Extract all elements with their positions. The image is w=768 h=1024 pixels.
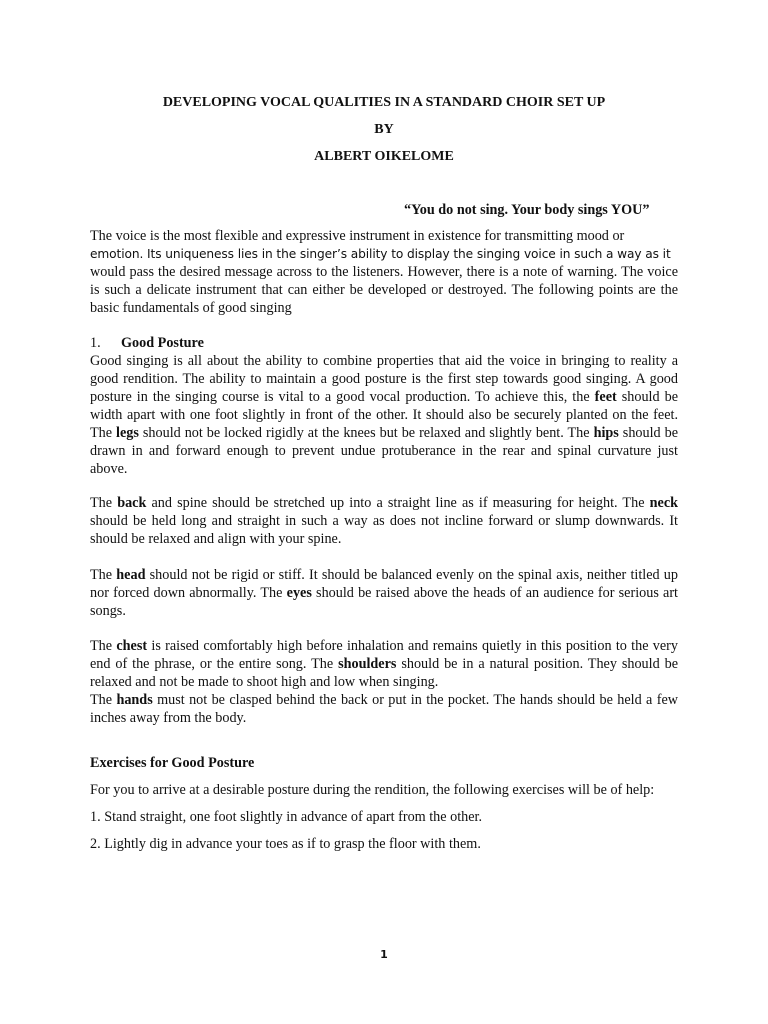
text-run: should be width apart with one foot slightly in front of the other. It should also be securely planted on the feet. The [90, 389, 678, 441]
text-run: is raised comfortably high before inhalation and remains quietly in this position to the very end of the phrase, or the entire song. The [90, 638, 679, 672]
exercises-heading: Exercises for Good Posture [90, 755, 255, 771]
posture-paragraph-5 [90, 691, 678, 727]
document-title: DEVELOPING VOCAL QUALITIES IN A STANDARD CHOIR SET UP [162, 95, 606, 110]
exercise-item: 1. Stand straight, one foot slightly in advance of apart from the other. [90, 809, 483, 825]
exercise-item: 2. Lightly dig in advance your toes as if to grasp the floor with them. [90, 836, 481, 852]
intro-line-2: emotion. Its uniqueness lies in the singer’s ability to display the singing voice in such a way as it [90, 247, 671, 261]
page-number: 1 [380, 948, 388, 961]
keyword-legs: legs [116, 425, 139, 441]
keyword-shoulders: shoulders [338, 656, 397, 672]
text-run: and spine should be stretched up into a straight line as if measuring for height. The [146, 495, 650, 511]
keyword-feet: feet [594, 389, 617, 405]
text-run: The [90, 692, 117, 708]
posture-paragraph-3 [90, 566, 678, 620]
keyword-neck: neck [649, 495, 678, 511]
text-run: should be held long and straight in such a way as does not incline forward or slump downwards. It should be relaxed and align with your spine. [90, 513, 678, 547]
text-run: must not be clasped behind the back or put in the pocket. The hands should be held a few inches away from the body. [90, 692, 678, 726]
text-run: The [90, 638, 117, 654]
section-heading-good-posture [90, 334, 204, 352]
intro-paragraph [90, 227, 678, 317]
intro-line-3: would pass the desired message across to the listeners. However, there is a note of warning. The voice is such a delicate instrument that can either be developed or destroyed. The following points are the basic fundamentals of good singing [90, 264, 678, 316]
section-heading-text: Good Posture [121, 335, 204, 351]
keyword-chest: chest [116, 638, 148, 654]
section-number: 1. [90, 335, 101, 351]
intro-line-1: The voice is the most flexible and expressive instrument in existence for transmitting mood or [90, 228, 625, 244]
exercises-intro: For you to arrive at a desirable posture during the rendition, the following exercises will be of help: [90, 782, 655, 798]
keyword-hands: hands [116, 692, 153, 708]
posture-paragraph-4 [90, 637, 678, 691]
epigraph-quote: “You do not sing. Your body sings YOU” [404, 202, 650, 218]
text-run: should be raised above the heads of an audience for serious art songs. [90, 585, 679, 619]
text-run: The [90, 567, 117, 583]
text-run: should be in a natural position. They should be relaxed and not be made to shoot high and low when singing. [90, 656, 678, 690]
text-run: The [90, 495, 118, 511]
keyword-eyes: eyes [286, 585, 312, 601]
text-run: should be drawn in and forward enough to prevent undue protuberance in the rear and spinal curvature just above. [90, 425, 679, 477]
title-by: BY [374, 122, 394, 137]
keyword-hips: hips [593, 425, 619, 441]
posture-paragraph-1 [90, 352, 678, 478]
posture-paragraph-2 [90, 494, 678, 548]
text-run: should not be locked rigidly at the knees but be relaxed and slightly bent. The [138, 425, 594, 441]
author-name: ALBERT OIKELOME [314, 149, 454, 164]
keyword-head: head [116, 567, 146, 583]
text-run: should not be rigid or stiff. It should be balanced evenly on the spinal axis, neither titled up nor forced down abnormally. The [90, 567, 678, 601]
text-run: Good singing is all about the ability to combine properties that aid the voice in bringing to reality a good rendition. The ability to maintain a good posture is the first step towards good singing. A good posture in the singing course is vital to a good vocal production. To achieve this, the [90, 353, 678, 405]
keyword-back: back [117, 495, 147, 511]
